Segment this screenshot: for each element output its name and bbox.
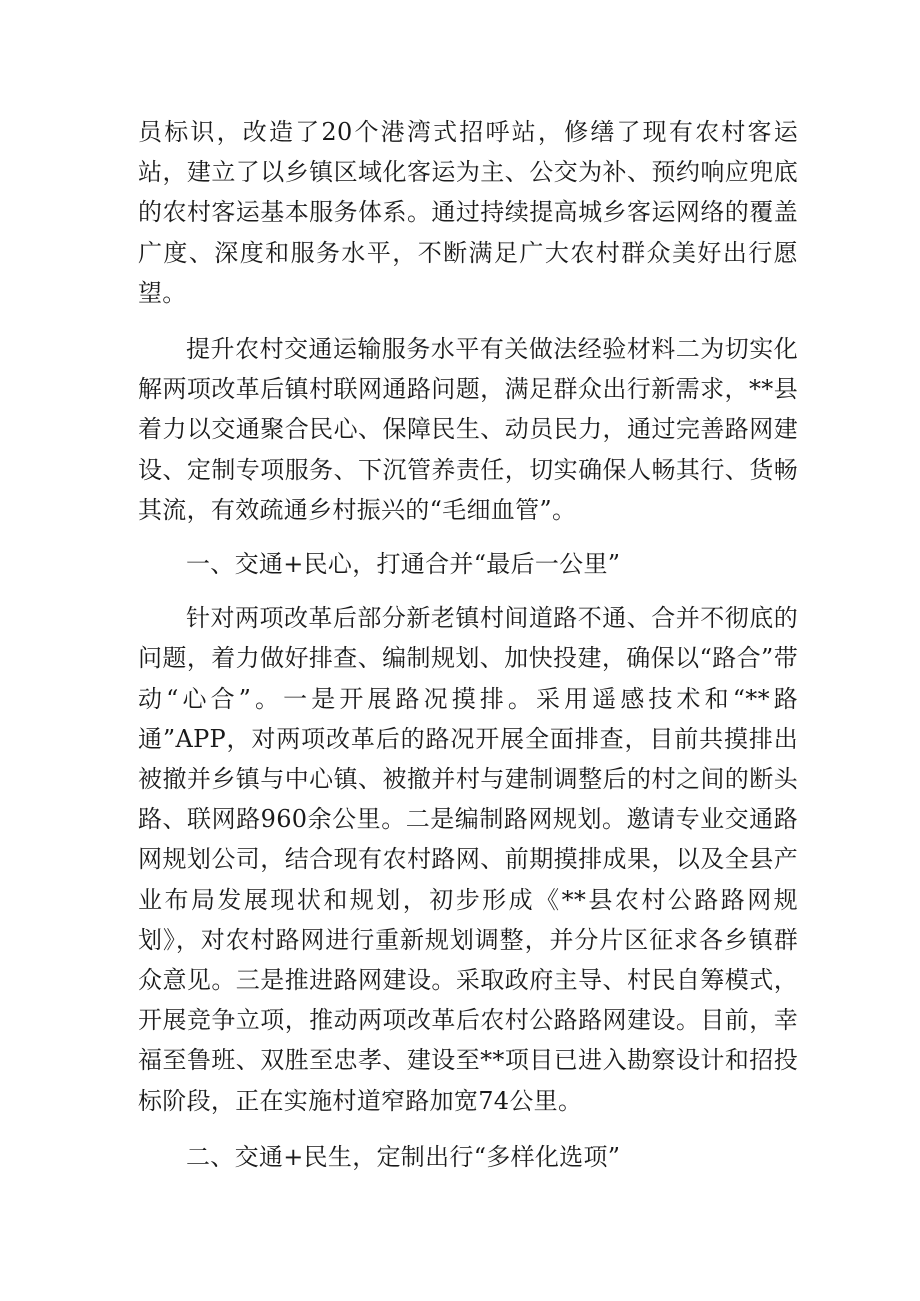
section-heading-1: 一、交通+民心，打通合并“最后一公里” (186, 550, 621, 579)
section-heading-2: 二、交通+民生，定制出行“多样化选项” (186, 1142, 621, 1171)
paragraph-3: 针对两项改革后部分新老镇村间道路不通、合并不彻底的问题，着力做好排查、编制规划、加快投建，确保以“路合”带动“心合”。一是开展路况摸排。采用遥感技术和“**路通”APP，对两项改革后的路况开展全面排查，目前共摸排出被撤并乡镇与中心镇、被撤并村与建制调整后的村之间的断头路、联网路960余公里。二是编制路网规划。邀请专业交通路网规划公司，结合现有农村路网、前期摸排成果，以及全县产业布局发展现状和规划，初步形成《**县农村公路路网规划》，对农村路网进行重新规划调整，并分片区征求各乡镇群众意见。三是推进路网建设。采取政府主导、村民自筹模式，开展竞争立项，推动两项改革后农村公路路网建设。目前，幸福至鲁班、双胜至忠孝、建设至**项目已进入勘察设计和招投标阶段，正在实施村道窄路加宽74公里。 (138, 604, 798, 1115)
paragraph-1: 员标识，改造了20个港湾式招呼站，修缮了现有农村客运站，建立了以乡镇区域化客运为主、公交为补、预约响应兜底的农村客运基本服务体系。通过持续提高城乡客运网络的覆盖广度、深度和服务水平，不断满足广大农村群众美好出行愿望。 (138, 118, 798, 307)
document-body (138, 112, 798, 1177)
paragraph-2: 提升农村交通运输服务水平有关做法经验材料二为切实化解两项改革后镇村联网通路问题，满足群众出行新需求，**县着力以交通聚合民心、保障民生、动员民力，通过完善路网建设、定制专项服务、下沉管养责任，切实确保人畅其行、货畅其流，有效疏通乡村振兴的“毛细血管”。 (138, 335, 798, 524)
